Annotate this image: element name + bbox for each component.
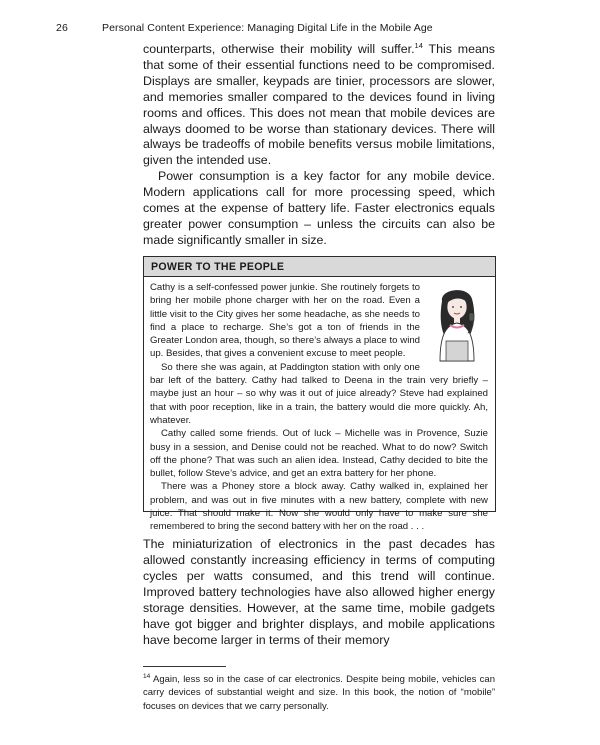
running-title: Personal Content Experience: Managing Digital Life in the Mobile Age [102, 22, 433, 34]
paragraph-miniaturization: The miniaturization of electronics in the past decades has allowed constantly increasing efficiency in terms of computing cycles per watts consumed, and this trend will continue. Improved battery technologies have also allowed higher energy storage densities. However, at the same time, mobile gadgets have got bigger and brighter displays, and mobile applications have become larger in terms of their memory [143, 537, 495, 647]
footnote-text: Again, less so in the case of car electronics. Despite being mobile, vehicles can carry devices of substantial weight and size. In this book, the notion of “mobile” focuses on devices that we carry personally. [143, 674, 495, 712]
body-text-top [143, 42, 495, 249]
sidebar-paragraph: There was a Phoney store a block away. Cathy walked in, explained her problem, and was out in five minutes with a new battery, complete with new juice. That should make it. Now she would only have to make sure she remembered to bring the second battery with her on the road . . . [150, 481, 488, 533]
footnote-marker: 14 [143, 673, 151, 680]
sidebar-paragraph: So there she was again, at Paddington station with only one bar left of the battery. Cathy had talked to Deena in the train very briefly – maybe just an hour – so why was it out of juice already? Steve had explained that with poor reception, like in a train, the battery would die more quickly. Ah, whatever. [150, 361, 488, 426]
woman-with-phone-illustration [428, 283, 486, 363]
paragraph-mobility: counterparts, otherwise their mobility will suffer.$^{14}$ This means that some of their essential functions need to be compromised. Displays are smaller, keypads are tinier, processors are slower, and memories smaller compared to the devices found in living rooms and offices. This does not mean that mobile devices are always doomed to be worse than stationary devices. There will always be tradeoffs of mobile benefits versus mobile limitations, given the intended use. [143, 41, 495, 168]
sidebar-box-title: POWER TO THE PEOPLE [144, 257, 495, 277]
running-header [56, 22, 560, 34]
footnote [143, 673, 495, 713]
page-number: 26 [56, 22, 68, 34]
paragraph-power: Power consumption is a key factor for any mobile device. Modern applications call for more processing speed, which comes at the expense of battery life. Faster electronics equals greater power consumption – unless the circuits can also be made significantly smaller in size. [143, 169, 495, 247]
sidebar-box-power-to-the-people [143, 256, 496, 533]
footnote-divider [143, 666, 226, 667]
sidebar-paragraph: Cathy called some friends. Out of luck – Michelle was in Provence, Suzie busy in a session, and Denise could not be reached. What to do now? Switch off the phone? That was such an alien idea. Instead, Cathy decided to bite the bullet, follow Steve’s advice, and get an extra battery for her phone. [150, 428, 488, 480]
body-text-bottom [143, 536, 495, 648]
sidebar-paragraph: Cathy is a self-confessed power junkie. She routinely forgets to bring her mobile phone charger with her on the road. Even a little visit to the City gives her some headache, as she needs to find a place to recharge. She’s got a ton of friends in the Greater London area, though, so there’s always a place to wind up. Besides, that gives a convenient excuse to meet people. [150, 282, 420, 360]
sidebar-box-body [144, 277, 495, 534]
footnote-reference[interactable]: 14 [414, 41, 423, 50]
